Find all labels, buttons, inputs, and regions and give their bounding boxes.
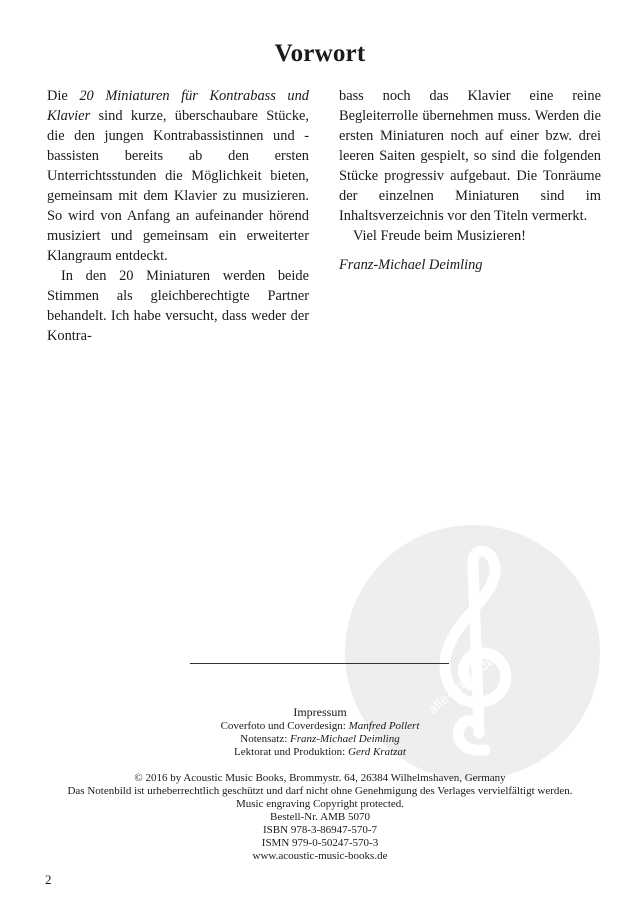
paragraph-voices: In den 20 Miniaturen werden beide Stimmen als gleichberechtigte Partner behandelt. Ich habe versucht, dass weder der Kontra- bbox=[47, 268, 309, 344]
publisher-website: www.acoustic-music-books.de bbox=[252, 850, 388, 862]
left-column bbox=[47, 86, 309, 346]
author-signature: Franz-Michael Deimling bbox=[339, 257, 483, 273]
impressum-title: Impressum bbox=[293, 705, 347, 719]
page-title: Vorwort bbox=[274, 40, 366, 67]
credit-cover: Coverfoto und Coverdesign: Manfred Pollert bbox=[220, 720, 420, 732]
paragraph-wish: Viel Freude beim Musizieren! bbox=[353, 228, 526, 244]
credit-engraving: Notensatz: Franz-Michael Deimling bbox=[240, 733, 400, 745]
preface-text bbox=[47, 86, 601, 346]
paragraph-intro: Die 20 Miniaturen für Kontrabass und Klavier sind kurze, überschaubare Stücke, die den jungen Kontrabassistinnen und -bassisten bereits ab den ersten Unterrichtsstunden die Möglichkeit bieten, gemeinsam mit dem Klavier zu musizieren. So wird von Anfang an aufeinander hörend musiziert und gemeinsam ein erweiterter Klangraum entdeckt. bbox=[47, 88, 309, 264]
paragraph-continuation: bass noch das Klavier eine reine Begleiterrolle übernehmen muss. Werden die ersten Miniaturen noch auf einer bzw. drei leeren Saiten gespielt, so sind die folgenden Stücke progressiv aufgebaut. Die Tonräume der einzelnen Miniaturen sind im Inhaltsverzeichnis vor den Titeln vermerkt. bbox=[339, 88, 601, 224]
impressum-block bbox=[0, 705, 640, 863]
order-number: Bestell-Nr. AMB 5070 bbox=[270, 811, 370, 823]
watermark-text: alle-noten.de bbox=[425, 652, 498, 717]
isbn: ISBN 978-3-86947-570-7 bbox=[263, 824, 377, 836]
divider bbox=[190, 663, 449, 664]
credit-production: Lektorat und Produktion: Gerd Kratzat bbox=[234, 746, 406, 758]
right-column bbox=[339, 86, 601, 346]
ismn: ISMN 979-0-50247-570-3 bbox=[261, 837, 379, 849]
rights-line: Das Notenbild ist urheberrechtlich geschützt und darf nicht ohne Genehmigung des Verlages vervielfältigt werden. bbox=[67, 785, 573, 797]
copyright-line: © 2016 by Acoustic Music Books, Brommystr. 64, 26384 Wilhelmshaven, Germany bbox=[134, 772, 506, 784]
engraving-line: Music engraving Copyright protected. bbox=[235, 798, 405, 810]
page-number: 2 bbox=[45, 872, 52, 887]
work-title: 20 Miniaturen für Kontrabass und Klavier bbox=[47, 88, 309, 124]
